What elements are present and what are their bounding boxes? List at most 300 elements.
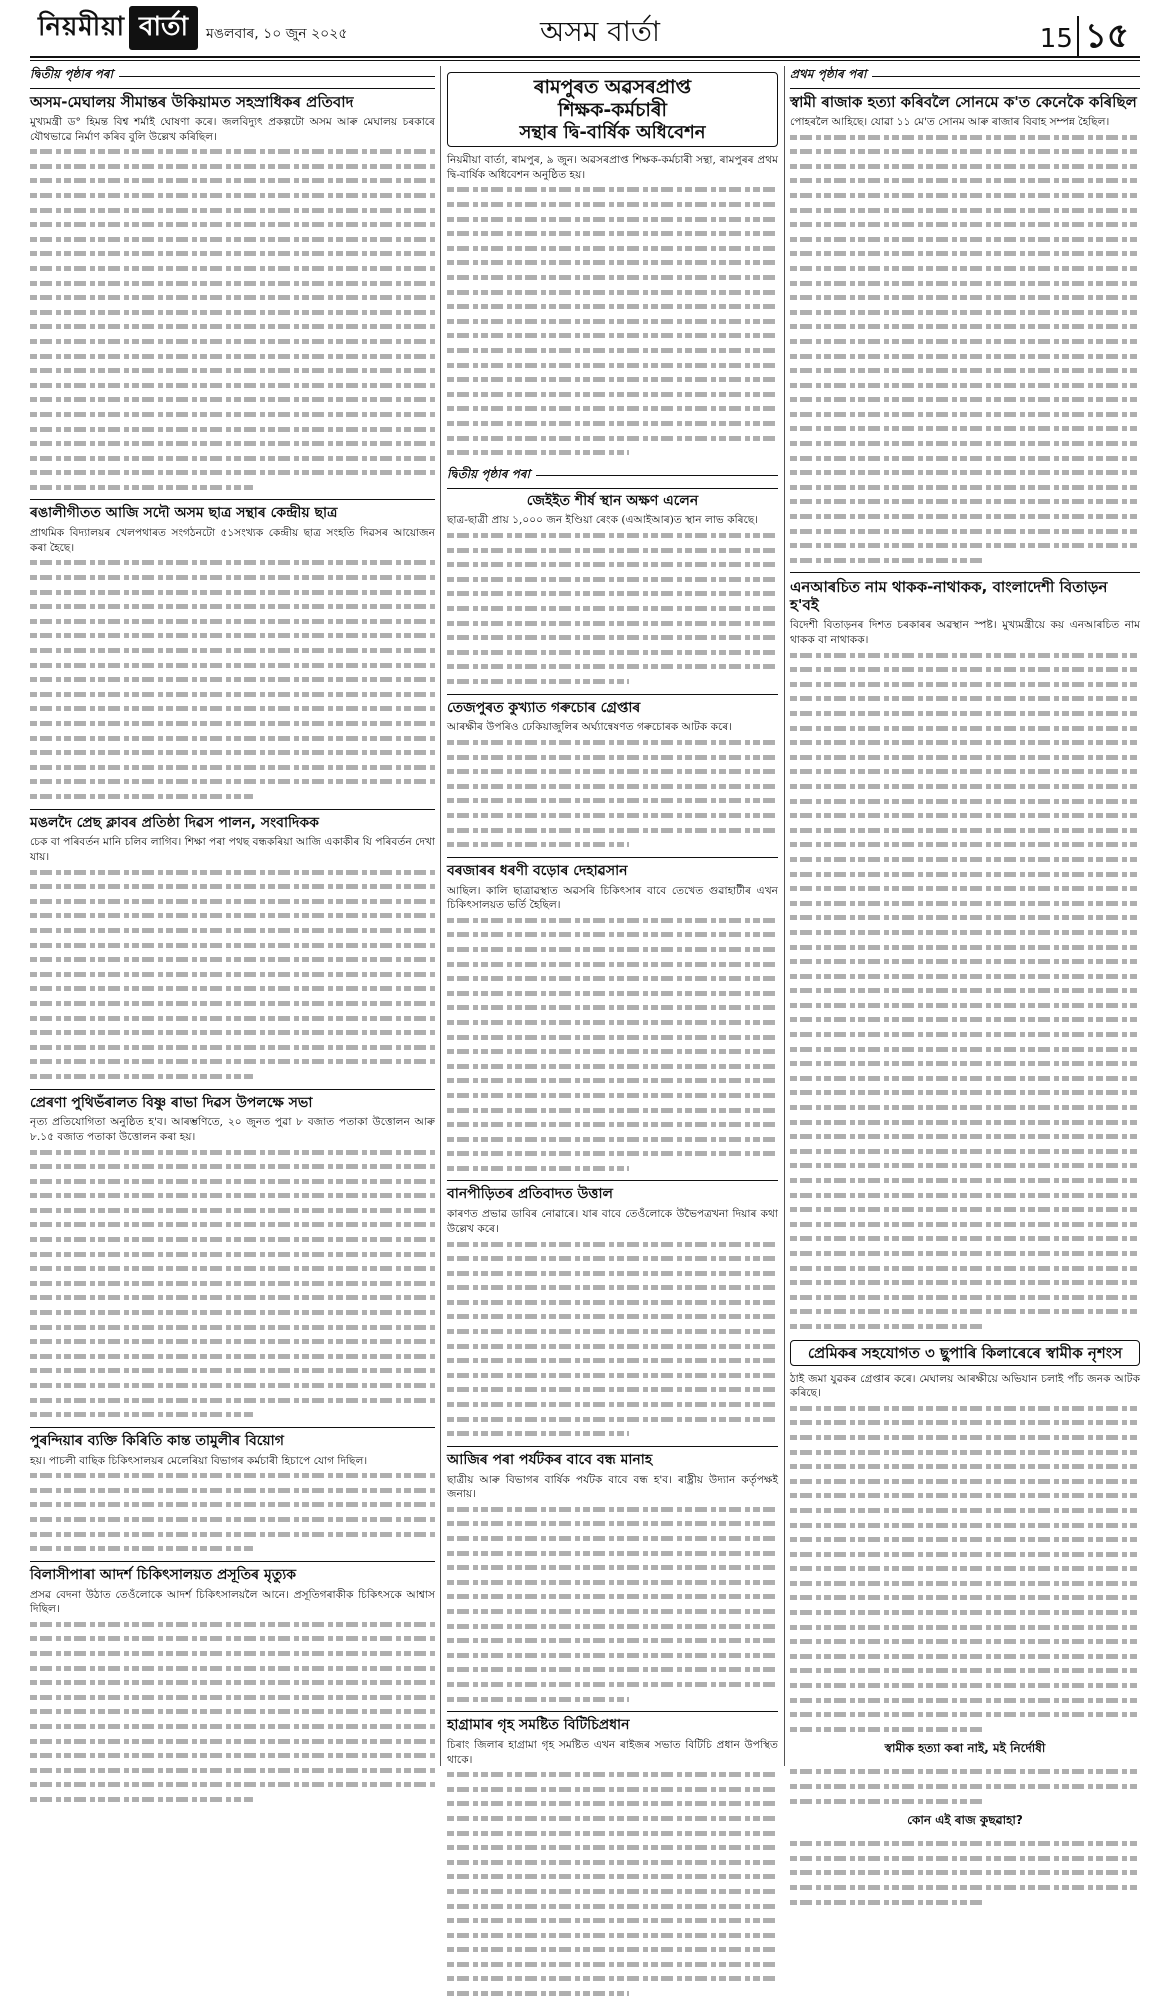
text-line <box>790 173 1140 188</box>
text-line <box>447 1782 778 1797</box>
text-line <box>30 1792 435 1807</box>
article-title: বিলাসীপাৰা আদৰ্শ চিকিৎসালয়ত প্ৰসূতিৰ মৃত্যুক <box>30 1566 297 1583</box>
column-divider <box>784 66 785 1766</box>
text-line <box>790 1880 1140 1895</box>
text-line <box>447 1295 778 1310</box>
article-title: প্ৰেমিকৰ সহযোগত ৩ ছুপাৰি কিলাৰেৰে স্বামীক নৃশংস <box>807 1343 1123 1362</box>
text-line <box>30 1661 435 1676</box>
text-line <box>790 524 1140 539</box>
article-title-line: শিক্ষক-কৰ্মচাৰী <box>558 98 667 121</box>
column-left <box>30 66 435 1807</box>
text-line <box>790 1851 1140 1866</box>
text-line <box>30 363 435 378</box>
article-lead: কাৰণত প্ৰভাৱ ডাবিৰ নোৱাৰে। যাৰ বাবে তেওঁলোকে উভৈপত্ৰখনা দিয়াৰ কথা উল্লেখ কৰে। <box>447 1208 778 1235</box>
text-line <box>790 1576 1140 1591</box>
text-line <box>30 996 435 1011</box>
text-line <box>30 894 435 909</box>
text-line <box>30 1468 435 1483</box>
text-line <box>30 1203 435 1218</box>
article-body-lines <box>30 555 435 803</box>
article-title: জেইইত শীৰ্ষ স্থান অক্ষণ এলেন <box>526 492 699 509</box>
text-line <box>790 1764 1140 1779</box>
text-line <box>790 436 1140 451</box>
text-line <box>790 764 1140 779</box>
text-line <box>790 1144 1140 1159</box>
text-line <box>30 276 435 291</box>
text-line <box>790 1503 1140 1518</box>
text-line <box>790 1202 1140 1217</box>
article-lead: ছাত্ৰীয় আৰু বিভাগৰ বাৰ্ষিক পৰ্যটক বাবে বন্ধ হ'ব। ৰাষ্ট্ৰীয় উদ্যান কৰ্তৃপক্ষই জনায়। <box>447 1473 778 1501</box>
text-line <box>447 1044 778 1059</box>
text-line <box>447 971 778 986</box>
text-line <box>30 1777 435 1792</box>
text-line <box>790 1474 1140 1489</box>
text-line <box>447 957 778 972</box>
text-line <box>447 1884 778 1899</box>
text-line <box>447 1368 778 1383</box>
text-line <box>30 480 435 495</box>
text-line <box>447 1059 778 1074</box>
article-body-lines <box>30 144 435 494</box>
text-line <box>447 1546 778 1561</box>
text-line <box>790 896 1140 911</box>
text-line <box>30 1541 435 1556</box>
newspaper-logo <box>34 10 198 46</box>
article-title: পুৰন্দিয়াৰ ব্যক্তি কিৰিতি কান্ত তামুলীৰ বিয়োগ <box>30 1432 284 1449</box>
text-line <box>790 1649 1140 1664</box>
text-line <box>30 1276 435 1291</box>
text-line <box>447 1280 778 1295</box>
text-line <box>447 572 778 587</box>
text-line <box>790 1518 1140 1533</box>
text-line <box>30 1719 435 1734</box>
text-line <box>447 1324 778 1339</box>
text-line <box>30 1675 435 1690</box>
text-line <box>790 1085 1140 1100</box>
text-line <box>30 967 435 982</box>
text-line <box>30 1188 435 1203</box>
text-line <box>30 1174 435 1189</box>
text-line <box>30 1734 435 1749</box>
text-line <box>447 1560 778 1575</box>
text-line <box>30 465 435 480</box>
page-number-small: 15 <box>1039 24 1073 54</box>
text-line <box>447 779 778 794</box>
text-line <box>790 392 1140 407</box>
text-line <box>790 1794 1140 1809</box>
text-line <box>447 1251 778 1266</box>
text-line <box>447 1516 778 1531</box>
text-line <box>447 764 778 779</box>
text-line <box>790 983 1140 998</box>
text-line <box>447 241 778 256</box>
text-line <box>790 1430 1140 1445</box>
text-line <box>790 925 1140 940</box>
text-line <box>447 616 778 631</box>
article-body-lines <box>790 1401 1140 1737</box>
article-lead: চিৰাং জিলাৰ হাগ্ৰামা গৃহ সমষ্টিত এখন ৰাইজৰ সভাত বিটিচি প্ৰধান উপস্থিত থাকে। <box>447 1738 778 1766</box>
text-line <box>30 217 435 232</box>
column-right <box>790 66 1140 1909</box>
text-line <box>447 431 778 446</box>
text-line <box>447 750 778 765</box>
text-line <box>790 290 1140 305</box>
logo-text-left: নিয়মীয়া <box>38 12 126 42</box>
text-line <box>790 465 1140 480</box>
text-line <box>447 927 778 942</box>
article-body-lines <box>447 182 778 459</box>
text-line <box>30 144 435 159</box>
text-line <box>30 908 435 923</box>
text-line <box>447 1619 778 1634</box>
text-line <box>447 1942 778 1957</box>
text-line <box>790 1100 1140 1115</box>
text-line <box>790 1246 1140 1261</box>
text-line <box>447 1840 778 1855</box>
text-line <box>447 255 778 270</box>
text-line <box>30 1631 435 1646</box>
text-line <box>790 1590 1140 1605</box>
text-line <box>790 808 1140 823</box>
continued-tag <box>790 66 1140 89</box>
text-line <box>447 1796 778 1811</box>
text-line <box>447 837 778 852</box>
text-line <box>447 1899 778 1914</box>
article-lead: ঠাই জমা যুৱকৰ গ্ৰেপ্তাৰ কৰে। মেঘালয় আৰক্ষীয়ে অভিযান চলাই পাঁচ জনক আটক কৰিছে। <box>790 1372 1140 1400</box>
text-line <box>447 601 778 616</box>
text-line <box>447 270 778 285</box>
headline-box <box>790 1340 1140 1366</box>
text-line <box>447 1633 778 1648</box>
article-lead: প্ৰাথমিক বিদ্যালয়ৰ খেলপথাৰত সংগঠনটো ৫১সংখ্যক কেন্দ্ৰীয় ছাত্ৰ সংহতি দিৱসৰ আয়োজন কৰা হৈছে। <box>30 527 435 554</box>
text-line <box>30 555 435 570</box>
text-line <box>30 1290 435 1305</box>
text-line <box>790 1634 1140 1649</box>
text-line <box>30 1763 435 1778</box>
text-line <box>30 246 435 261</box>
text-line <box>30 1407 435 1422</box>
text-line <box>30 879 435 894</box>
text-line <box>30 203 435 218</box>
divider <box>30 1427 435 1428</box>
text-line <box>790 553 1140 568</box>
text-line <box>447 416 778 431</box>
text-line <box>447 1826 778 1841</box>
text-line <box>447 1397 778 1412</box>
text-line <box>447 1869 778 1884</box>
text-line <box>447 1426 778 1441</box>
text-line <box>790 1129 1140 1144</box>
text-line <box>790 144 1140 159</box>
text-line <box>790 451 1140 466</box>
text-line <box>30 701 435 716</box>
text-line <box>30 628 435 643</box>
text-line <box>447 314 778 329</box>
text-line <box>790 188 1140 203</box>
text-line <box>790 1445 1140 1460</box>
text-line <box>790 334 1140 349</box>
divider <box>30 499 435 500</box>
article-title-line: ৰামপুৰত অৱসৰপ্ৰাপ্ত <box>533 76 692 98</box>
text-line <box>447 1692 778 1707</box>
text-line <box>30 159 435 174</box>
text-line <box>30 1261 435 1276</box>
text-line <box>30 1040 435 1055</box>
text-line <box>30 1054 435 1069</box>
text-line <box>447 528 778 543</box>
text-line <box>447 1855 778 1870</box>
text-line <box>30 938 435 953</box>
article-body-lines <box>30 1468 435 1556</box>
article-title: ৰঙালীগীতত আজি সদৌ অসম ছাত্ৰ সন্থাৰ কেন্দ্ৰীয় ছাত্ৰ <box>30 505 338 522</box>
divider <box>447 1180 778 1181</box>
text-line <box>790 677 1140 692</box>
text-line <box>790 1678 1140 1693</box>
text-line <box>447 328 778 343</box>
text-line <box>790 837 1140 852</box>
text-line <box>30 1217 435 1232</box>
text-line <box>790 349 1140 364</box>
text-line <box>790 794 1140 809</box>
text-line <box>447 1928 778 1943</box>
text-line <box>30 1145 435 1160</box>
article-subheading: স্বামীক হত্যা কৰা নাই, মই নিৰ্দোষী <box>884 1741 1046 1756</box>
text-line <box>790 1173 1140 1188</box>
text-line <box>790 1158 1140 1173</box>
text-line <box>30 422 435 437</box>
text-line <box>30 643 435 658</box>
text-line <box>30 1527 435 1542</box>
text-line <box>790 1663 1140 1678</box>
section-title: অসম বাৰ্তা <box>539 15 661 48</box>
article-body-lines <box>790 130 1140 568</box>
text-line <box>790 691 1140 706</box>
text-line <box>790 1415 1140 1430</box>
text-line <box>447 1103 778 1118</box>
article-title: স্বামী ৰাজাক হত্যা কৰিবলৈ সোনমে ক'ত কেনেকৈ কৰিছিল <box>790 93 1137 111</box>
text-line <box>30 1069 435 1084</box>
text-line <box>447 1957 778 1972</box>
continued-tag-text: দ্বিতীয় পৃষ্ঠাৰ পৰা <box>30 67 114 81</box>
text-line <box>790 648 1140 663</box>
text-line <box>447 1117 778 1132</box>
text-line <box>30 1646 435 1661</box>
text-line <box>790 1532 1140 1547</box>
article-body-lines <box>447 735 778 852</box>
text-line <box>790 998 1140 1013</box>
text-line <box>790 1261 1140 1276</box>
text-line <box>30 1378 435 1393</box>
page-number-big: ১৫ <box>1077 16 1129 56</box>
text-line <box>30 981 435 996</box>
article-lead: নৃত্য প্ৰতিযোগিতা অনুষ্ঠিত হ'ব। আৰম্ভণিতে, ২০ জুনত পুৱা ৮ বজাত পতাকা উত্তোলন আৰু ৮.১৫ বজাত পতাকা উত্তোলন কৰা হয়। <box>30 1116 435 1143</box>
article-lead: আৰক্ষীৰ উপৰিও ঢেকিয়াজুলিৰ অৰ্ঘ্যান্বেষণত গৰুচোৰক আটক কৰে। <box>447 721 732 734</box>
continued-tag-text: দ্বিতীয় পৃষ্ঠাৰ পৰা <box>447 466 531 481</box>
text-line <box>790 1488 1140 1503</box>
article-subheading: কোন এই ৰাজ কুছৱাহা? <box>907 1813 1023 1828</box>
masthead-rule-thin <box>30 60 1140 61</box>
text-line <box>790 1027 1140 1042</box>
divider <box>30 1089 435 1090</box>
text-line <box>447 1575 778 1590</box>
text-line <box>790 823 1140 838</box>
article-body-lines <box>790 1836 1140 1909</box>
text-line <box>30 1305 435 1320</box>
text-line <box>790 494 1140 509</box>
text-line <box>30 1690 435 1705</box>
text-line <box>447 226 778 241</box>
text-line <box>30 716 435 731</box>
article-lead: হয়। পাচলী বাছিক চিকিৎসালয়ৰ মেলেৰিয়া বিভাগৰ কৰ্মচাৰী হিচাপে যোগ দিছিল। <box>30 1454 368 1467</box>
text-line <box>30 745 435 760</box>
text-line <box>447 343 778 358</box>
divider <box>30 809 435 810</box>
text-line <box>790 1547 1140 1562</box>
text-line <box>790 363 1140 378</box>
text-line <box>30 1349 435 1364</box>
text-line <box>790 1693 1140 1708</box>
text-line <box>30 334 435 349</box>
text-line <box>30 451 435 466</box>
text-line <box>790 407 1140 422</box>
text-line <box>447 645 778 660</box>
article-body-lines <box>790 1764 1140 1808</box>
text-line <box>447 1382 778 1397</box>
text-line <box>30 1393 435 1408</box>
text-line <box>30 173 435 188</box>
text-line <box>30 1334 435 1349</box>
text-line <box>30 378 435 393</box>
logo-text-right: বাৰ্তা <box>129 6 198 50</box>
text-line <box>447 358 778 373</box>
text-line <box>30 1512 435 1527</box>
text-line <box>790 159 1140 174</box>
article-body-lines <box>447 1502 778 1706</box>
text-line <box>447 1971 778 1986</box>
text-line <box>790 1707 1140 1722</box>
text-line <box>30 261 435 276</box>
text-line <box>447 1132 778 1147</box>
text-line <box>790 1459 1140 1474</box>
issue-date: মঙলবাৰ, ১০ জুন ২০২৫ <box>206 26 348 42</box>
masthead-rule <box>30 56 1140 58</box>
text-line <box>790 940 1140 955</box>
article-title: আজিৰ পৰা পৰ্যটকৰ বাবে বন্ধ মানাহ <box>447 1451 653 1468</box>
text-line <box>790 1056 1140 1071</box>
text-line <box>790 305 1140 320</box>
text-line <box>30 672 435 687</box>
text-line <box>790 1217 1140 1232</box>
text-line <box>447 372 778 387</box>
article-title: বানপীড়িতৰ প্ৰতিবাদত উত্তাল <box>447 1186 613 1203</box>
text-line <box>30 952 435 967</box>
text-line <box>790 881 1140 896</box>
text-line <box>447 285 778 300</box>
continued-tag <box>30 66 435 89</box>
article-title: প্ৰেৰণা পুথিভঁৰালত বিষ্ণু ৰাভা দিৱস উপলক্ষে সভা <box>30 1094 313 1111</box>
text-line <box>30 319 435 334</box>
text-line <box>447 1339 778 1354</box>
article-body-lines <box>447 913 778 1176</box>
article-title: অসম-মেঘালয় সীমান্তৰ উকিয়ামত সহস্ৰাধিকৰ প্ৰতিবাদ <box>30 93 354 111</box>
text-line <box>447 659 778 674</box>
text-line <box>447 1604 778 1619</box>
text-line <box>447 793 778 808</box>
article-body-lines <box>30 865 435 1084</box>
article-lead: আছিল। কালি ছাত্ৰাৱস্থাত অৱসৰি চিকিৎসাৰ বাবে তেখেত গুৱাহাটীৰ এখন চিকিৎসালয়ত ভৰ্তি হৈছিল। <box>447 884 778 912</box>
text-line <box>790 1895 1140 1910</box>
text-line <box>790 706 1140 721</box>
text-line <box>30 188 435 203</box>
text-line <box>447 1030 778 1045</box>
article-body-lines <box>30 1617 435 1807</box>
text-line <box>447 212 778 227</box>
text-line <box>447 299 778 314</box>
text-line <box>790 1115 1140 1130</box>
text-line <box>790 378 1140 393</box>
text-line <box>447 986 778 1001</box>
text-line <box>30 1159 435 1174</box>
text-line <box>30 1363 435 1378</box>
text-line <box>790 232 1140 247</box>
text-line <box>790 867 1140 882</box>
text-line <box>447 1502 778 1517</box>
divider <box>447 857 778 858</box>
text-line <box>447 630 778 645</box>
column-divider <box>440 66 441 1766</box>
text-line <box>790 319 1140 334</box>
text-line <box>447 1000 778 1015</box>
text-line <box>790 1188 1140 1203</box>
text-line <box>30 407 435 422</box>
text-line <box>30 232 435 247</box>
text-line <box>447 543 778 558</box>
text-line <box>447 1309 778 1324</box>
text-line <box>790 1722 1140 1737</box>
text-line <box>30 1232 435 1247</box>
text-line <box>790 246 1140 261</box>
text-line <box>30 585 435 600</box>
text-line <box>447 1913 778 1928</box>
text-line <box>447 1161 778 1176</box>
text-line <box>790 1290 1140 1305</box>
text-line <box>790 1620 1140 1635</box>
text-line <box>30 789 435 804</box>
text-line <box>30 1320 435 1335</box>
text-line <box>30 1011 435 1026</box>
article-title: এনআৰচিত নাম থাকক-নাথাকক, বাংলাদেশী বিতাড়ন হ'বই <box>790 578 1108 615</box>
text-line <box>790 421 1140 436</box>
text-line <box>30 349 435 364</box>
text-line <box>447 1266 778 1281</box>
text-line <box>447 1353 778 1368</box>
headline-box <box>447 72 778 147</box>
divider <box>447 1446 778 1447</box>
text-line <box>30 599 435 614</box>
text-line <box>447 1767 778 1782</box>
text-line <box>447 1648 778 1663</box>
text-line <box>447 1589 778 1604</box>
text-line <box>790 1304 1140 1319</box>
article-body-lines <box>447 1237 778 1441</box>
masthead <box>0 0 1161 58</box>
text-line <box>30 731 435 746</box>
article-lead: বিদেশী বিতাড়নৰ দিশত চৰকাৰৰ অৱস্থান স্পষ্ট। মুখ্যমন্ত্ৰীয়ে কয় এনআৰচিত নাম থাকক বা নাথাকক। <box>790 619 1140 647</box>
article-body-lines <box>790 648 1140 1334</box>
text-line <box>790 130 1140 145</box>
text-line <box>447 586 778 601</box>
text-line <box>790 779 1140 794</box>
